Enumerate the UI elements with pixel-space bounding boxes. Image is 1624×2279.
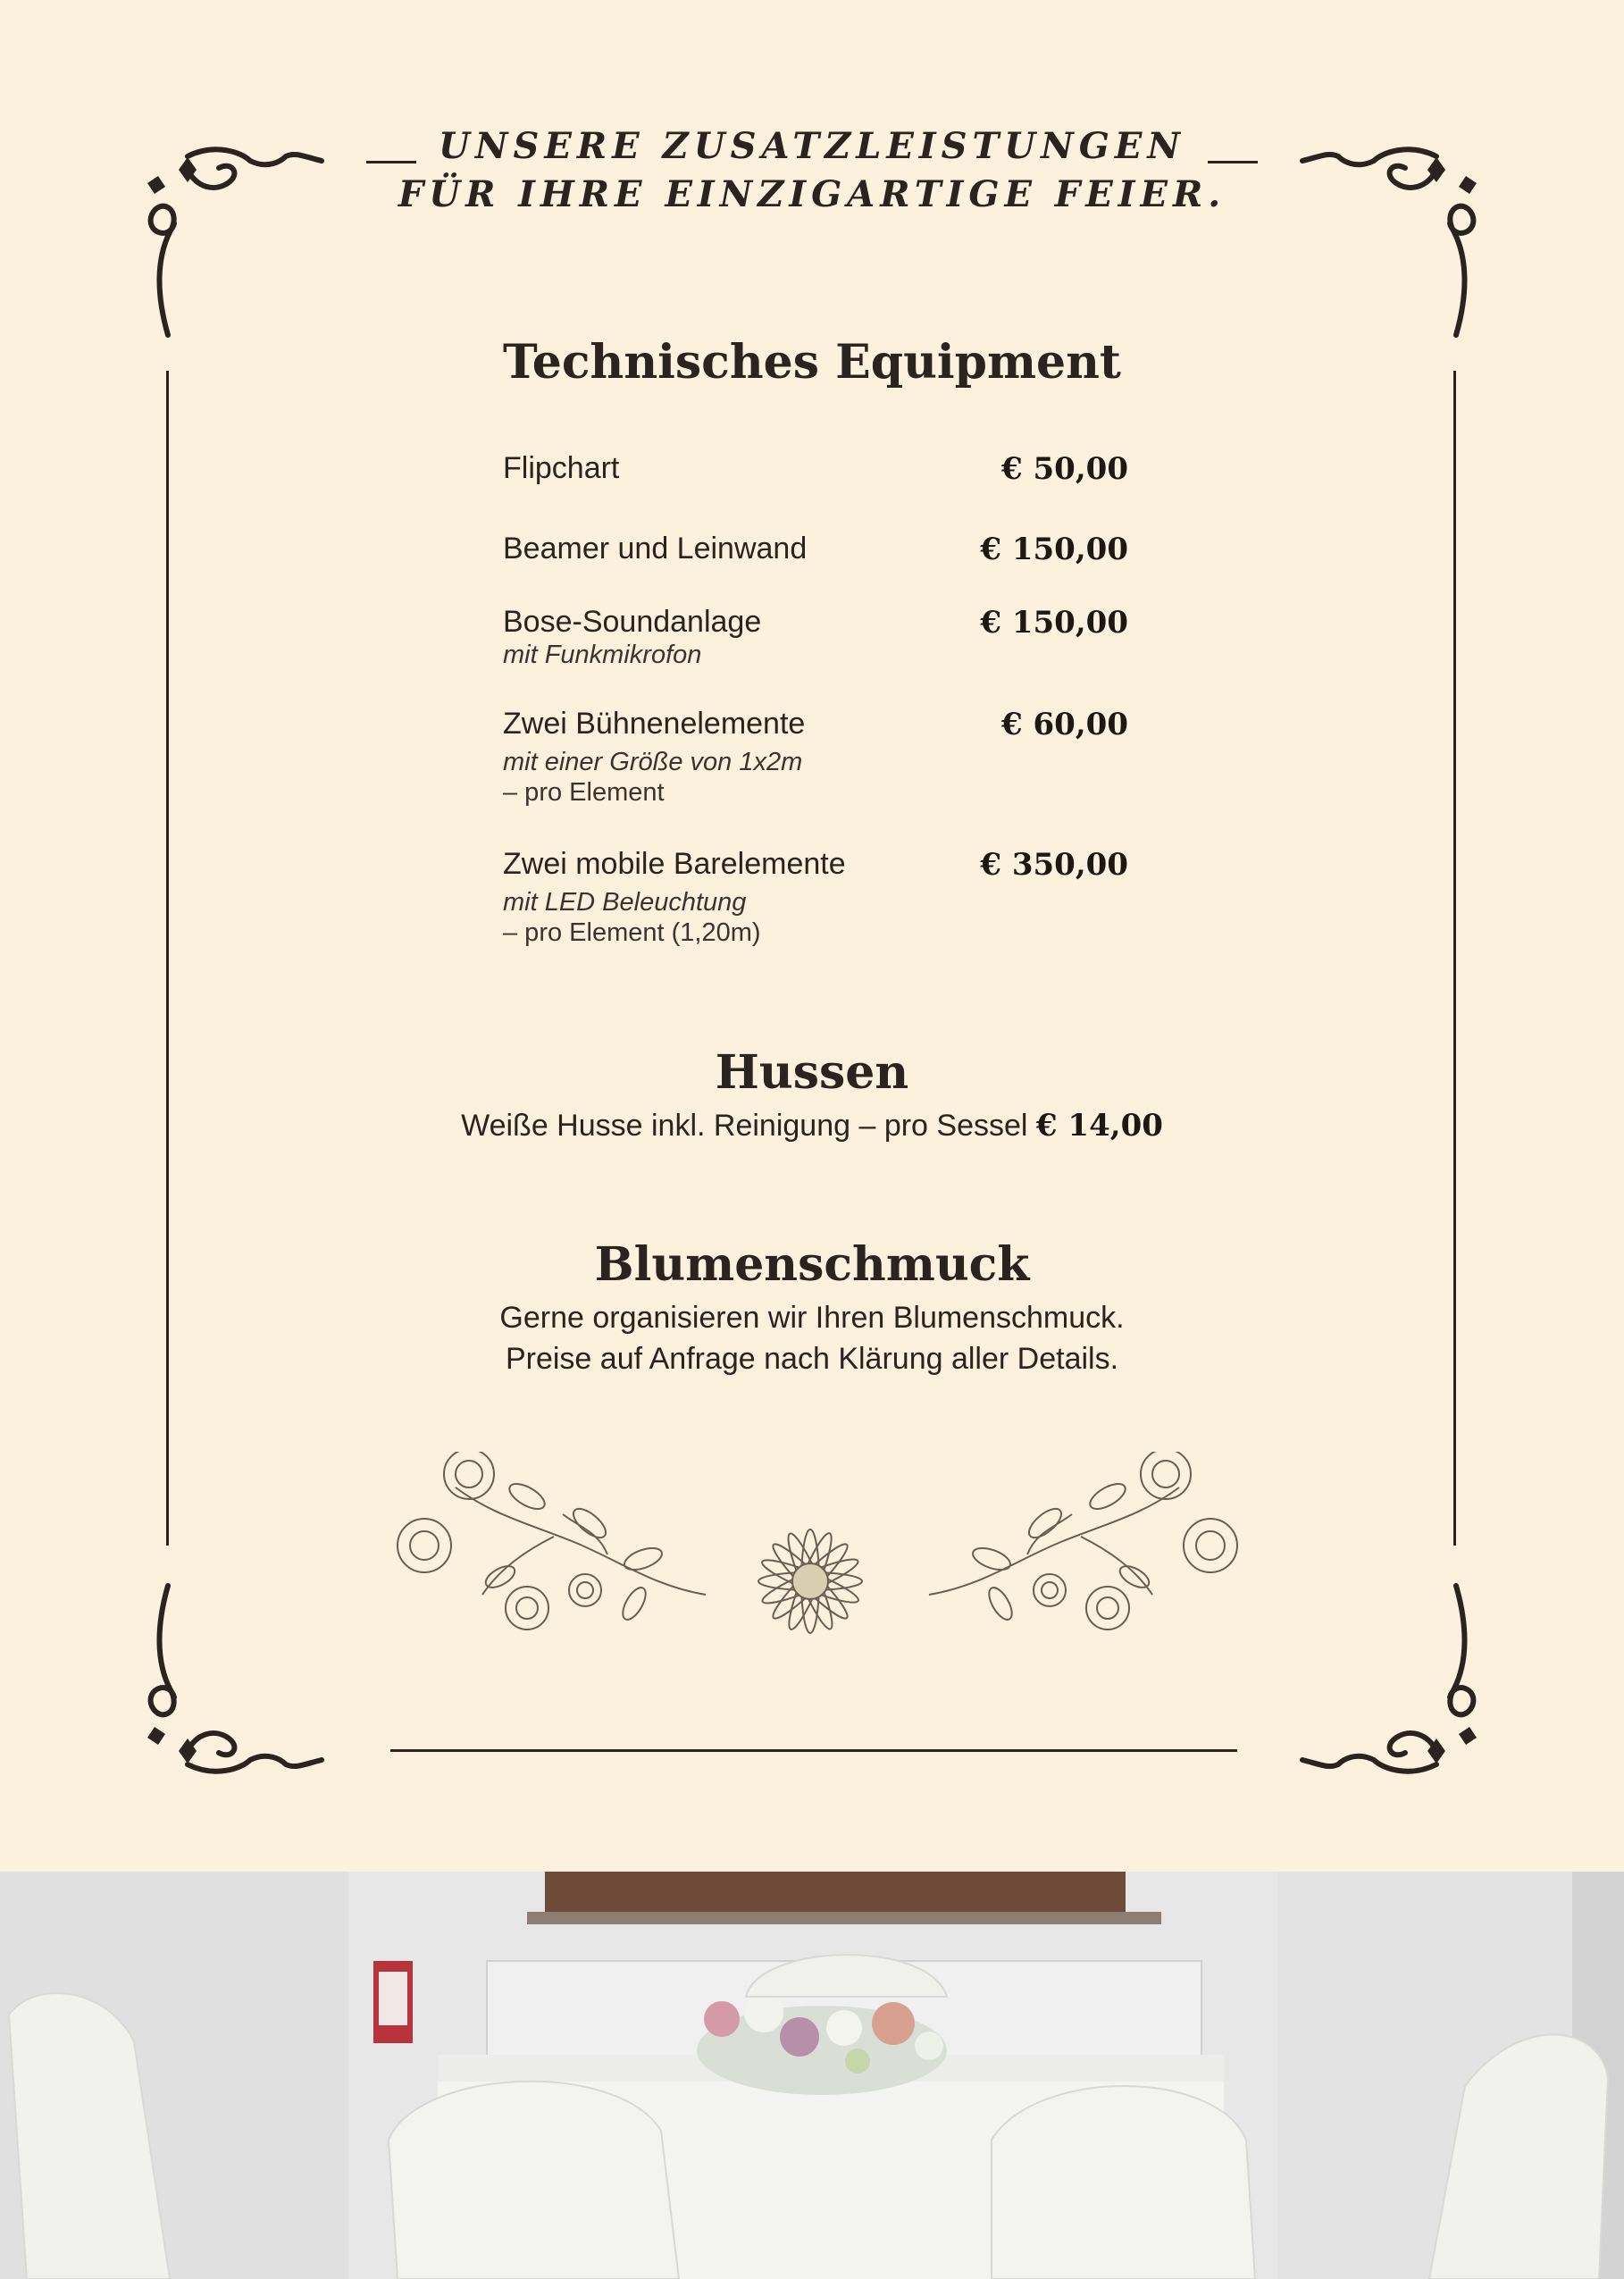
list-item bbox=[503, 605, 1128, 670]
section-title-blumen: Blumenschmuck bbox=[594, 1237, 1030, 1292]
hussen-line bbox=[0, 1108, 1624, 1144]
item-note: – pro Element bbox=[503, 778, 665, 807]
item-name: Flipchart bbox=[503, 451, 620, 485]
blumen-line-1: Gerne organisieren wir Ihren Blumenschmuck. bbox=[499, 1301, 1125, 1335]
item-price: € 350,00 bbox=[980, 847, 1128, 883]
item-price: € 60,00 bbox=[1001, 707, 1128, 742]
blumen-line-2: Preise auf Anfrage nach Klärung aller Details. bbox=[505, 1342, 1119, 1376]
header-line-1: UNSERE ZUSATZLEISTUNGEN bbox=[439, 125, 1185, 167]
ornament-corner-icon bbox=[134, 1581, 331, 1787]
rose-branch-icon bbox=[393, 1452, 715, 1639]
list-item bbox=[503, 847, 1128, 948]
ornament-corner-icon bbox=[134, 134, 331, 339]
item-description: mit LED Beleuchtung bbox=[503, 888, 747, 917]
list-item bbox=[503, 532, 1128, 566]
item-description: mit Funkmikrofon bbox=[503, 641, 702, 669]
hussen-text: Weiße Husse inkl. Reinigung – pro Sessel bbox=[461, 1109, 1028, 1143]
item-name: Zwei mobile Barelemente bbox=[503, 847, 846, 881]
item-description: mit einer Größe von 1x2m bbox=[503, 748, 803, 776]
header-line-2: FÜR IHRE EINZIGARTIGE FEIER. bbox=[398, 173, 1226, 215]
section-title-technik: Technisches Equipment bbox=[503, 335, 1121, 390]
item-name: Zwei Bühnenelemente bbox=[503, 707, 806, 741]
daisy-icon bbox=[750, 1519, 871, 1644]
list-item bbox=[503, 451, 1128, 486]
item-name: Beamer und Leinwand bbox=[503, 532, 808, 566]
item-price: € 150,00 bbox=[980, 605, 1128, 641]
ornament-corner-icon bbox=[1293, 1581, 1490, 1787]
item-note: – pro Element (1,20m) bbox=[503, 918, 761, 947]
item-price: € 50,00 bbox=[1001, 451, 1128, 487]
banquet-photo bbox=[0, 1872, 1624, 2279]
rose-branch-icon bbox=[920, 1452, 1242, 1639]
hussen-price: € 14,00 bbox=[1035, 1108, 1163, 1144]
section-title-hussen: Hussen bbox=[715, 1045, 909, 1100]
item-name: Bose-Soundanlage bbox=[503, 605, 762, 639]
frame-line-bottom bbox=[390, 1749, 1237, 1752]
ornament-corner-icon bbox=[1293, 134, 1490, 339]
list-item bbox=[503, 707, 1128, 808]
item-price: € 150,00 bbox=[980, 532, 1128, 567]
